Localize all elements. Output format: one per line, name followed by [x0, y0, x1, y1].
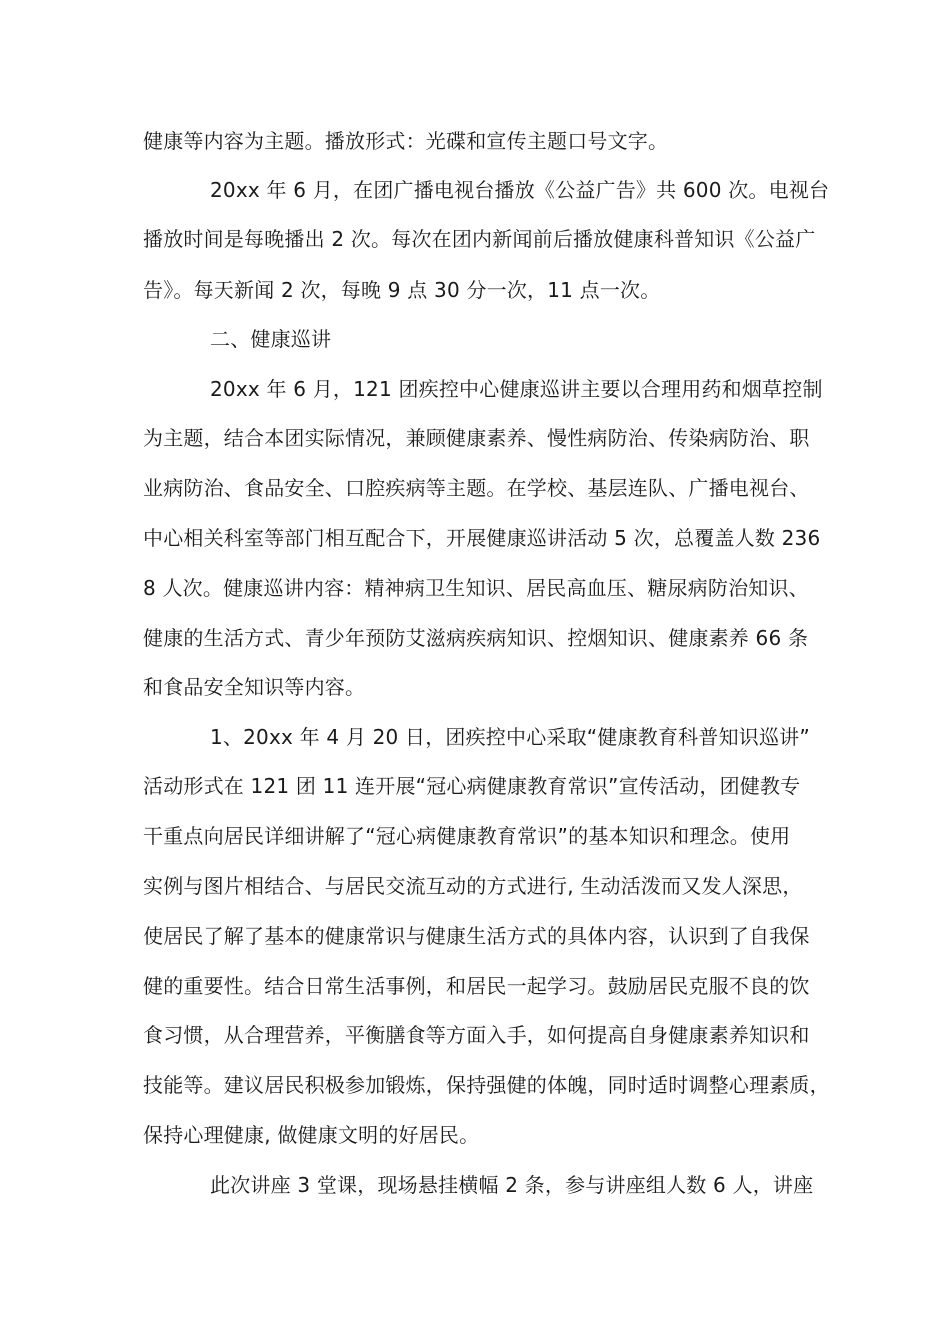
text-line: 技能等。建议居民积极参加锻炼，保持强健的体魄，同时适时调整心理素质， [143, 1073, 830, 1097]
section-heading: 二、健康巡讲 [210, 327, 332, 351]
text-line: 实例与图片相结合、与居民交流互动的方式进行, 生动活泼而又发人深思， [143, 874, 803, 898]
text-line: 健的重要性。结合日常生活事例，和居民一起学习。鼓励居民克服不良的饮 [143, 974, 810, 998]
text-line: 业病防治、食品安全、口腔疾病等主题。在学校、基层连队、广播电视台、 [143, 476, 810, 500]
text-line: 告》。每天新闻 2 次，每晚 9 点 30 分一次，11 点一次。 [143, 278, 661, 302]
text-line: 20xx 年 6 月，在团广播电视台播放《公益广告》共 600 次。电视台 [210, 178, 830, 202]
text-line: 使居民了解了基本的健康常识与健康生活方式的具体内容，认识到了自我保 [143, 924, 810, 948]
text-line: 1、20xx 年 4 月 20 日，团疾控中心采取“健康教育科普知识巡讲” [210, 725, 810, 749]
text-line: 保持心理健康, 做健康文明的好居民。 [143, 1123, 480, 1147]
text-line: 8 人次。健康巡讲内容：精神病卫生知识、居民高血压、糖尿病防治知识、 [143, 576, 809, 600]
text-line: 和食品安全知识等内容。 [143, 675, 366, 699]
text-line: 播放时间是每晚播出 2 次。每次在团内新闻前后播放健康科普知识《公益广 [143, 227, 816, 251]
text-line: 20xx 年 6 月，121 团疾控中心健康巡讲主要以合理用药和烟草控制 [210, 377, 823, 401]
text-line: 健康等内容为主题。播放形式：光碟和宣传主题口号文字。 [143, 129, 669, 153]
text-line: 此次讲座 3 堂课，现场悬挂横幅 2 条，参与讲座组人数 6 人，讲座 [210, 1173, 814, 1197]
text-line: 活动形式在 121 团 11 连开展“冠心病健康教育常识”宣传活动，团健教专 [143, 774, 801, 798]
text-line: 健康的生活方式、青少年预防艾滋病疾病知识、控烟知识、健康素养 66 条 [143, 626, 809, 650]
text-line: 中心相关科室等部门相互配合下，开展健康巡讲活动 5 次，总覆盖人数 236 [143, 526, 821, 550]
text-line: 食习惯，从合理营养，平衡膳食等方面入手，如何提高自身健康素养知识和 [143, 1023, 810, 1047]
text-line: 为主题，结合本团实际情况，兼顾健康素养、慢性病防治、传染病防治、职 [143, 426, 810, 450]
text-line: 干重点向居民详细讲解了“冠心病健康教育常识”的基本知识和理念。使用 [143, 824, 791, 848]
